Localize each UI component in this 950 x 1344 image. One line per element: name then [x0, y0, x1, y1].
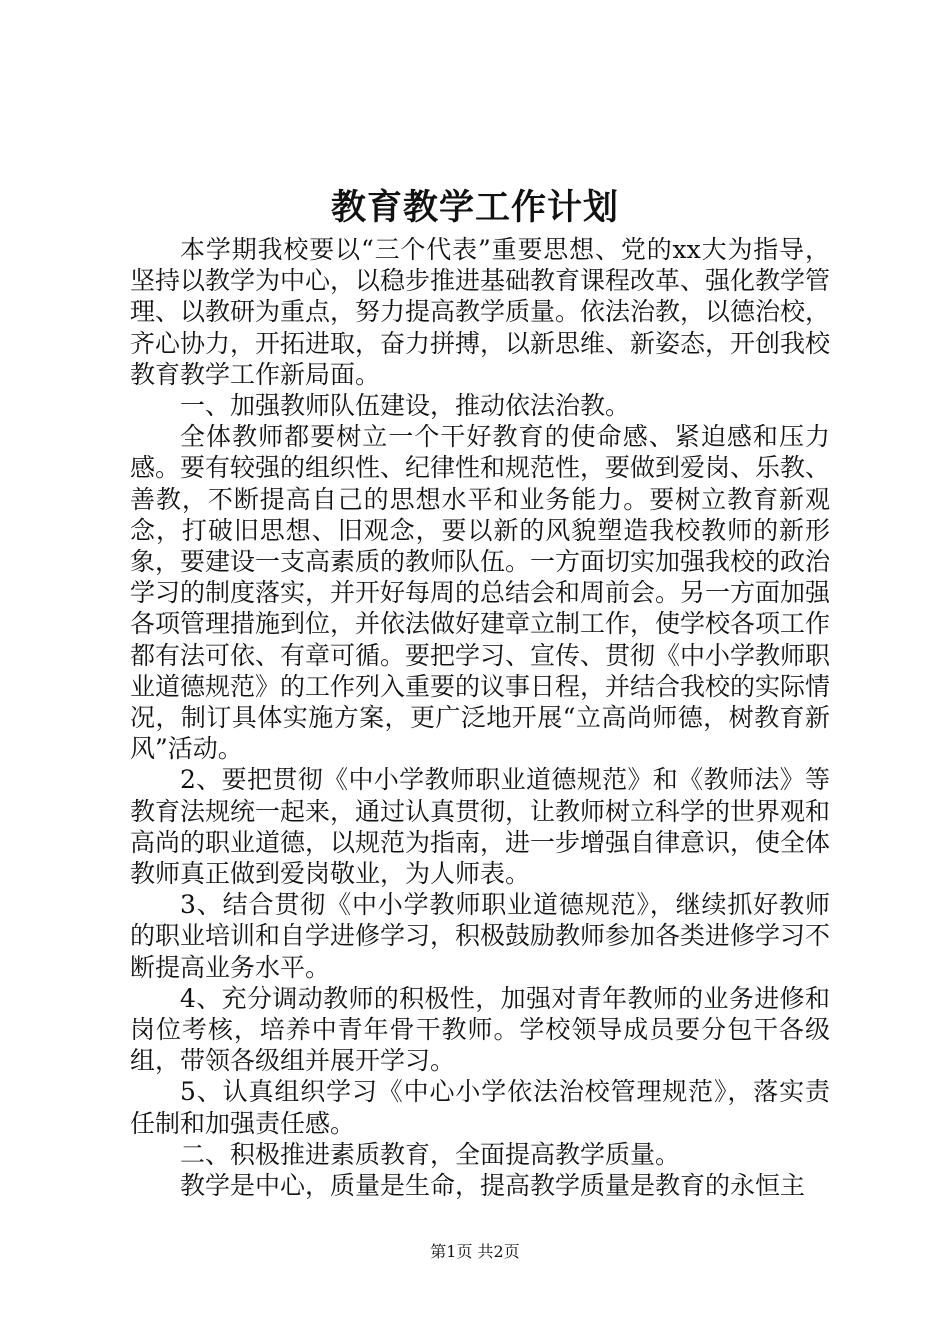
paragraph-item-3: 3、结合贯彻《中小学教师职业道德规范》，继续抓好教师的职业培训和自学进修学习，积极鼓励教师参加各类进修学习不断提高业务水平。 [130, 890, 831, 982]
paragraph-item-2: 2、要把贯彻《中小学教师职业道德规范》和《教师法》等教育法规统一起来，通过认真贯彻，让教师树立科学的世界观和高尚的职业道德，以规范为指南，进一步增强自律意识，使全体教师真正做到爱岗敬业，为人师表。 [130, 765, 831, 889]
section-heading-2: 二、积极推进素质教育，全面提高教学质量。 [180, 1139, 681, 1169]
paragraph-item-5: 5、认真组织学习《中心小学依法治校管理规范》，落实责任制和加强责任感。 [130, 1077, 830, 1138]
document-body [130, 234, 830, 1201]
paragraph-item-4: 4、充分调动教师的积极性，加强对青年教师的业务进修和岗位考核，培养中青年骨干教师。学校领导成员要分包干各级组，带领各级组并展开学习。 [130, 983, 830, 1076]
document-title: 教育教学工作计划 [330, 187, 619, 228]
section-heading-1: 一、加强教师队伍建设，推动依法治教。 [180, 391, 631, 421]
paragraph-teacher-team: 全体教师都要树立一个干好教育的使命感、紧迫感和压力感。要有较强的组织性、纪律性和规范性，要做到爱岗、乐教、善教，不断提高自己的思想水平和业务能力。要树立教育新观念，打破旧思想、旧观念，要以新的风貌塑造我校教师的新形象，要建设一支高素质的教师队伍。一方面切实加强我校的政治学习的制度落实，并开好每周的总结会和周前会。另一方面加强各项管理措施到位，并依法做好建章立制工作，使学校各项工作都有法可依、有章可循。要把学习、宣传、贯彻《中小学教师职业道德规范》的工作列入重要的议事日程，并结合我校的实际情况，制订具体实施方案，更广泛地开展“立高尚师德，树教育新风”活动。 [130, 422, 831, 764]
page-number-footer: 第1页 共2页 [430, 1242, 520, 1261]
paragraph-teaching-quality: 教学是中心，质量是生命，提高教学质量是教育的永恒主 [180, 1171, 806, 1201]
paragraph-intro: 本学期我校要以“三个代表”重要思想、党的xx大为指导，坚持以教学为中心，以稳步推进基础教育课程改革、强化教学管理、以教研为重点，努力提高教学质量。依法治教，以德治校，齐心协力，开拓进取，奋力拼搏，以新思维、新姿态，开创我校教育教学工作新局面。 [130, 235, 831, 389]
